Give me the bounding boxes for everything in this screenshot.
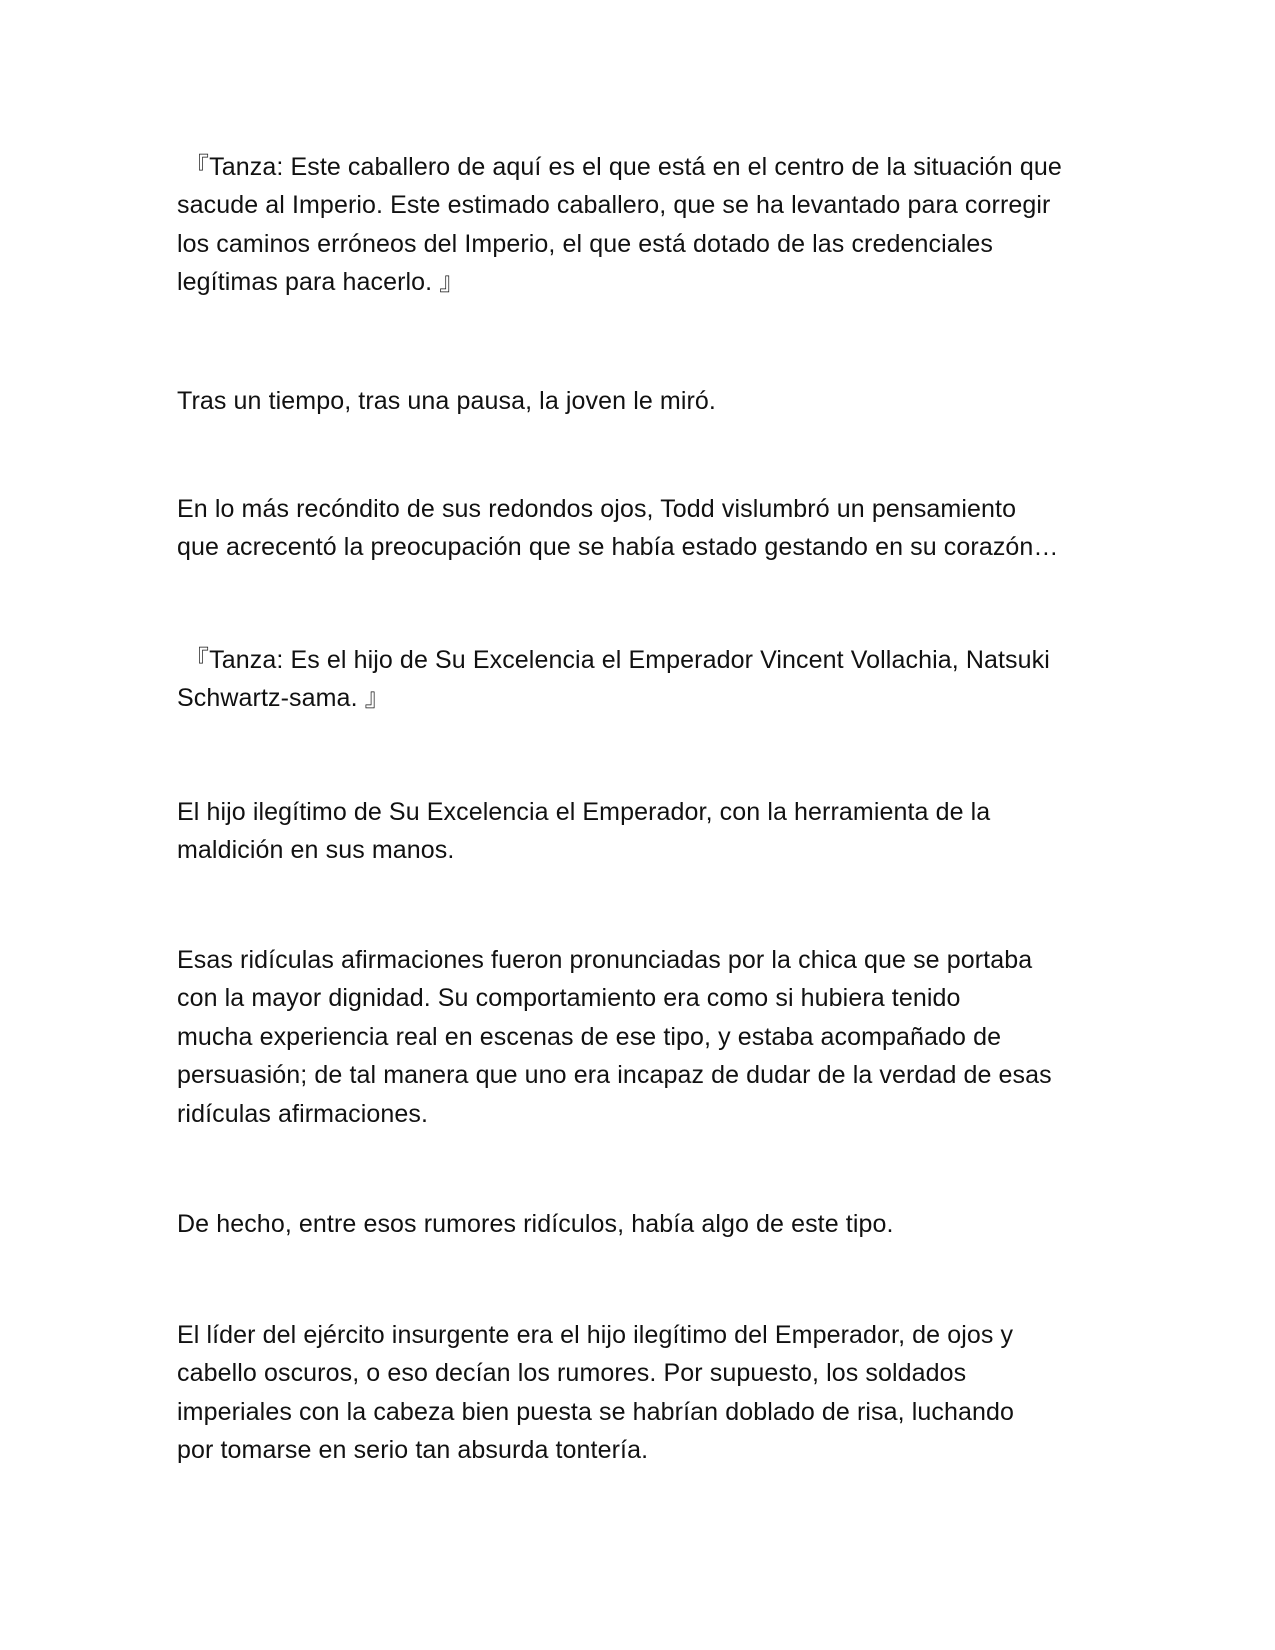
text-line: por tomarse en serio tan absurda tontería.	[177, 1436, 649, 1465]
text-line: mucha experiencia real en escenas de ese tipo, y estaba acompañado de	[177, 1022, 1002, 1051]
text-line: De hecho, entre esos rumores ridículos, había algo de este tipo.	[177, 1210, 894, 1238]
text-line: 『Tanza: Este caballero de aquí es el que está en el centro de la situación que	[177, 153, 1062, 181]
paragraph-ridiculous-claims	[177, 941, 1107, 1133]
paragraph-illegitimate-son	[177, 793, 1107, 870]
text-line: Tras un tiempo, tras una pausa, la joven le miró.	[177, 387, 716, 415]
text-line: que acrecentó la preocupación que se había estado gestando en su corazón…	[177, 533, 1059, 562]
text-line: Schwartz-sama. 』	[177, 684, 390, 713]
text-line: con la mayor dignidad. Su comportamiento era como si hubiera tenido	[177, 984, 961, 1013]
text-line: maldición en sus manos.	[177, 836, 455, 865]
paragraph-todd-thought	[177, 490, 1107, 567]
paragraph-rumors	[177, 1205, 1107, 1243]
text-line: cabello oscuros, o eso decían los rumores. Por supuesto, los soldados	[177, 1359, 967, 1388]
text-line: En lo más recóndito de sus redondos ojos, Todd vislumbró un pensamiento	[177, 495, 1017, 523]
text-line: los caminos erróneos del Imperio, el que está dotado de las credenciales	[177, 229, 994, 258]
text-line: El hijo ilegítimo de Su Excelencia el Emperador, con la herramienta de la	[177, 798, 991, 826]
text-line: El líder del ejército insurgente era el hijo ilegítimo del Emperador, de ojos y	[177, 1321, 1014, 1349]
text-line: persuasión; de tal manera que uno era incapaz de dudar de la verdad de esas	[177, 1061, 1052, 1090]
text-line: Esas ridículas afirmaciones fueron pronunciadas por la chica que se portaba	[177, 946, 1033, 974]
text-line: ridículas afirmaciones.	[177, 1099, 429, 1128]
text-line: legítimas para hacerlo. 』	[177, 268, 465, 297]
text-line: 『Tanza: Es el hijo de Su Excelencia el Emperador Vincent Vollachia, Natsuki	[177, 646, 1050, 674]
text-line: imperiales con la cabeza bien puesta se habrían doblado de risa, luchando	[177, 1397, 1015, 1426]
paragraph-tanza-intro	[177, 148, 1107, 302]
text-line: sacude al Imperio. Este estimado caballero, que se ha levantado para corregir	[177, 191, 1051, 220]
paragraph-tanza-reveal	[177, 641, 1107, 718]
paragraph-pause	[177, 382, 1107, 420]
paragraph-insurgent-leader	[177, 1316, 1107, 1470]
